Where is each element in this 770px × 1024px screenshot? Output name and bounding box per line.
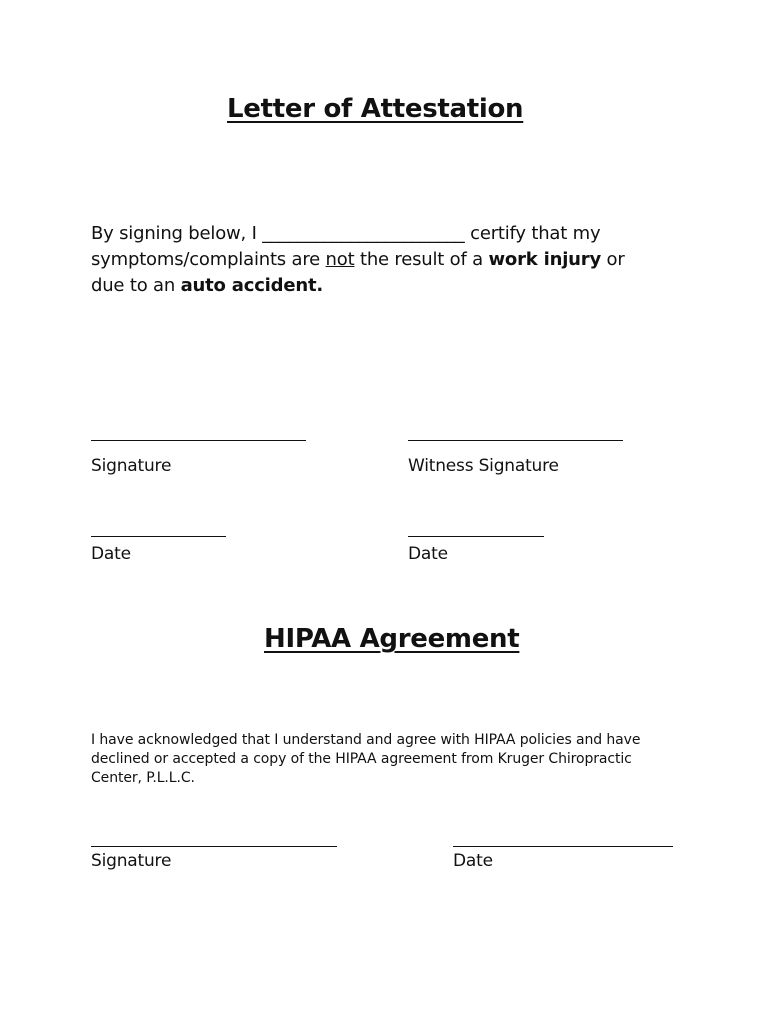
date-label-right: Date [408,544,448,564]
hipaa-signature-label: Signature [91,851,172,871]
attestation-statement [91,221,651,299]
witness-signature-label: Witness Signature [408,456,559,476]
date-label-left: Date [91,544,131,564]
hipaa-title: HIPAA Agreement [264,624,520,654]
attestation-text-part2: the result of a [354,249,489,270]
attestation-text-auto-accident: auto accident. [180,275,323,296]
date-line-right[interactable] [408,536,544,537]
date-line-left[interactable] [91,536,226,537]
signature-label: Signature [91,456,172,476]
attestation-text-part3: or due to an [91,249,625,296]
hipaa-date-line[interactable] [453,846,673,847]
hipaa-statement: I have acknowledged that I understand and agree with HIPAA policies and have declined or accepted a copy of the HIPAA agreement from Kruger Chiropractic Center, P.L.L.C. [91,732,641,786]
witness-signature-line[interactable] [408,440,623,441]
hipaa-signature-line[interactable] [91,846,337,847]
attestation-text-work-injury: work injury [488,249,601,270]
hipaa-date-label: Date [453,851,493,871]
attestation-text-part1: By signing below, I _______________________ certify that my symptoms/complaints are [91,223,601,270]
signature-line[interactable] [91,440,306,441]
attestation-text-not: not [325,249,355,270]
letter-title: Letter of Attestation [227,94,524,124]
